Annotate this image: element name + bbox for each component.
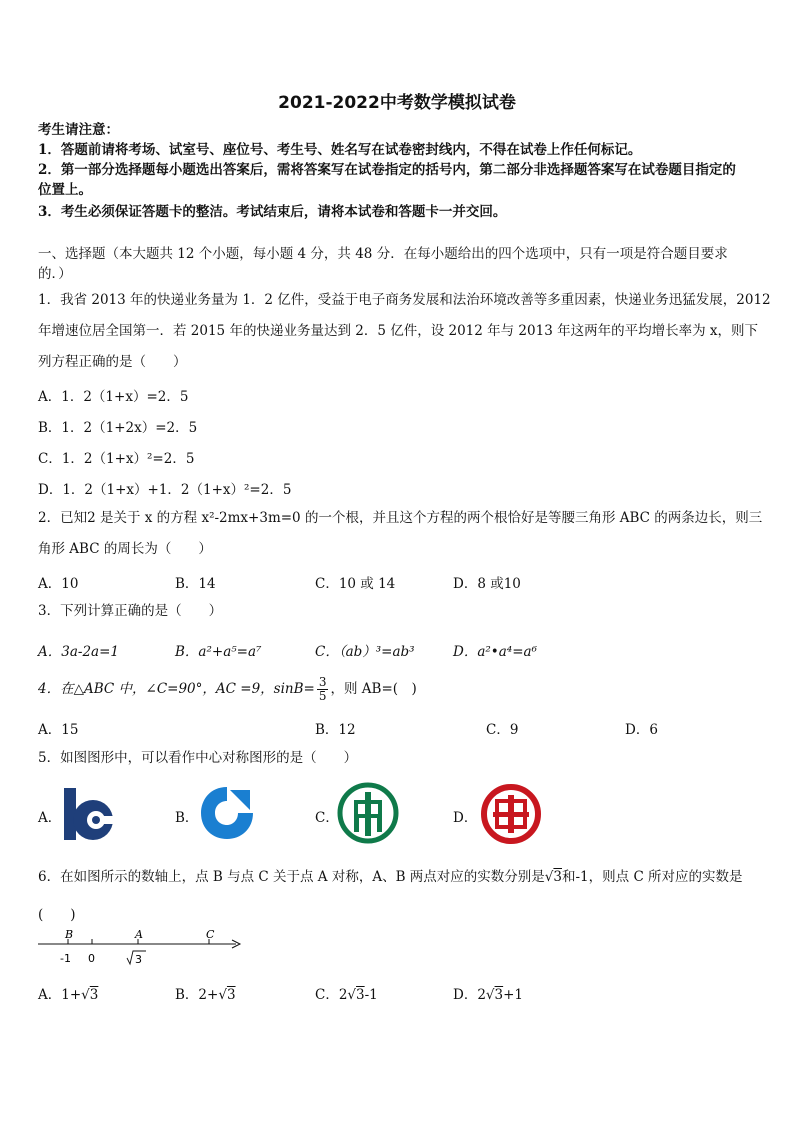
paper-title: 2021-2022中考数学模拟试卷 bbox=[278, 93, 516, 113]
question-2-option-d: D．8 或10 bbox=[453, 576, 521, 592]
question-1-stem: 年增速位居全国第一．若 2015 年的快递业务量达到 2．5 亿件，设 2012 年与 2013 年这两年的平均增长率为 x，则下 bbox=[38, 323, 758, 339]
question-5-option-a-label: A． bbox=[38, 810, 62, 826]
bank-logo-b-icon bbox=[198, 784, 256, 842]
question-6-option-b: B．2+√3 bbox=[175, 987, 236, 1003]
bank-logo-c-icon bbox=[337, 782, 399, 844]
question-5-option-c-label: C． bbox=[315, 810, 339, 826]
section-heading: 的．） bbox=[38, 266, 72, 282]
fraction-numerator: 3 bbox=[318, 675, 327, 689]
sqrt-radicand: 3 bbox=[553, 869, 562, 885]
sqrt-radicand: 3 bbox=[494, 987, 504, 1003]
question-1-stem: 1．我省 2013 年的快递业务量为 1．2 亿件，受益于电子商务发展和法治环境改善等多重因素，快递业务迅猛发展，2012 bbox=[38, 292, 771, 308]
notice-line: 位置上。 bbox=[38, 182, 92, 198]
question-5-option-b-label: B． bbox=[175, 810, 199, 826]
question-2-option-c: C．10 或 14 bbox=[315, 576, 396, 592]
option-suffix: +1 bbox=[503, 987, 524, 1003]
sqrt-radicand: 3 bbox=[356, 987, 365, 1003]
question-1-option-b: B．1．2（1+2x）=2．5 bbox=[38, 420, 198, 436]
sqrt-expression: √3 bbox=[544, 869, 562, 885]
sqrt-radicand: 3 bbox=[226, 987, 236, 1003]
question-4-stem-suffix: ，则 AB=( ) bbox=[330, 681, 417, 697]
notice-line: 3．考生必须保证答题卡的整洁。考试结束后，请将本试卷和答题卡一并交回。 bbox=[38, 204, 507, 220]
tick-label-zero: 0 bbox=[88, 952, 95, 965]
option-prefix: D．2 bbox=[453, 987, 486, 1003]
question-4-option-a: A．15 bbox=[38, 722, 79, 738]
question-1-stem: 列方程正确的是（ ） bbox=[38, 354, 187, 370]
question-1-option-c: C．1．2（1+x）²=2．5 bbox=[38, 451, 195, 467]
fraction bbox=[317, 676, 329, 703]
option-prefix: B．2+ bbox=[175, 987, 219, 1003]
question-4-option-c: C．9 bbox=[486, 722, 519, 738]
point-label-c: C bbox=[206, 928, 215, 941]
question-3-option-b: B．a²+a⁵=a⁷ bbox=[175, 644, 262, 660]
question-4-option-b: B．12 bbox=[315, 722, 356, 738]
fraction-denominator: 5 bbox=[318, 689, 327, 703]
question-2-stem: 角形 ABC 的周长为（ ） bbox=[38, 541, 212, 557]
question-5-option-d-label: D． bbox=[453, 810, 478, 826]
question-6-option-a: A．1+√3 bbox=[38, 987, 99, 1003]
notice-line: 2．第一部分选择题每小题选出答案后，需将答案写在试卷指定的括号内，第二部分非选择题答案写在试卷题目指定的 bbox=[38, 162, 736, 178]
notice-heading: 考生请注意： bbox=[38, 122, 119, 138]
option-prefix: C．2 bbox=[315, 987, 348, 1003]
question-4-stem bbox=[38, 672, 417, 706]
question-4-option-d: D．6 bbox=[625, 722, 658, 738]
question-3-option-d: D．a²•a⁴=a⁶ bbox=[453, 644, 537, 660]
question-6-stem bbox=[38, 868, 743, 886]
question-2-stem: 2．已知2 是关于 x 的方程 x²-2mx+3m=0 的一个根，并且这个方程的两个根恰好是等腰三角形 ABC 的两条边长，则三 bbox=[38, 510, 763, 526]
point-label-a: A bbox=[135, 928, 143, 941]
question-6-stem-mid: 和-1，则点 C 所对应的实数是 bbox=[562, 869, 743, 885]
bank-logo-d-icon bbox=[480, 783, 542, 845]
question-1-option-d: D．1．2（1+x）+1．2（1+x）²=2．5 bbox=[38, 482, 292, 498]
question-6-option-c: C．2√3-1 bbox=[315, 987, 378, 1003]
question-4-stem-prefix: 4．在△ABC 中，∠C=90°，AC =9，sinB= bbox=[38, 681, 315, 697]
option-prefix: A．1+ bbox=[38, 987, 82, 1003]
section-heading: 一、选择题（本大题共 12 个小题，每小题 4 分，共 48 分．在每小题给出的四个选项中，只有一项是符合题目要求 bbox=[38, 246, 728, 262]
question-6-option-d: D．2√3+1 bbox=[453, 987, 524, 1003]
question-1-option-a: A．1．2（1+x）=2．5 bbox=[38, 389, 189, 405]
point-label-b: B bbox=[65, 928, 74, 941]
question-3-stem: 3．下列计算正确的是（ ） bbox=[38, 603, 223, 619]
number-line-figure bbox=[36, 926, 246, 970]
sqrt-label-radicand: 3 bbox=[135, 953, 142, 966]
question-2-option-b: B．14 bbox=[175, 576, 216, 592]
question-6-stem-line2: ( ) bbox=[38, 907, 76, 923]
sqrt-radicand: 3 bbox=[89, 987, 99, 1003]
question-3-option-a: A．3a-2a=1 bbox=[38, 644, 119, 660]
question-2-option-a: A．10 bbox=[38, 576, 79, 592]
tick-label-minus-one: -1 bbox=[60, 952, 71, 965]
question-5-stem: 5．如图图形中，可以看作中心对称图形的是（ ） bbox=[38, 750, 358, 766]
option-suffix: -1 bbox=[364, 987, 378, 1003]
notice-line: 1．答题前请将考场、试室号、座位号、考生号、姓名写在试卷密封线内，不得在试卷上作任何标记。 bbox=[38, 142, 642, 158]
question-6-stem-prefix: 6．在如图所示的数轴上，点 B 与点 C 关于点 A 对称，A、B 两点对应的实数分别是 bbox=[38, 869, 545, 885]
question-3-option-c: C．（ab）³=ab³ bbox=[315, 644, 415, 660]
bank-logo-a-icon bbox=[60, 784, 118, 844]
